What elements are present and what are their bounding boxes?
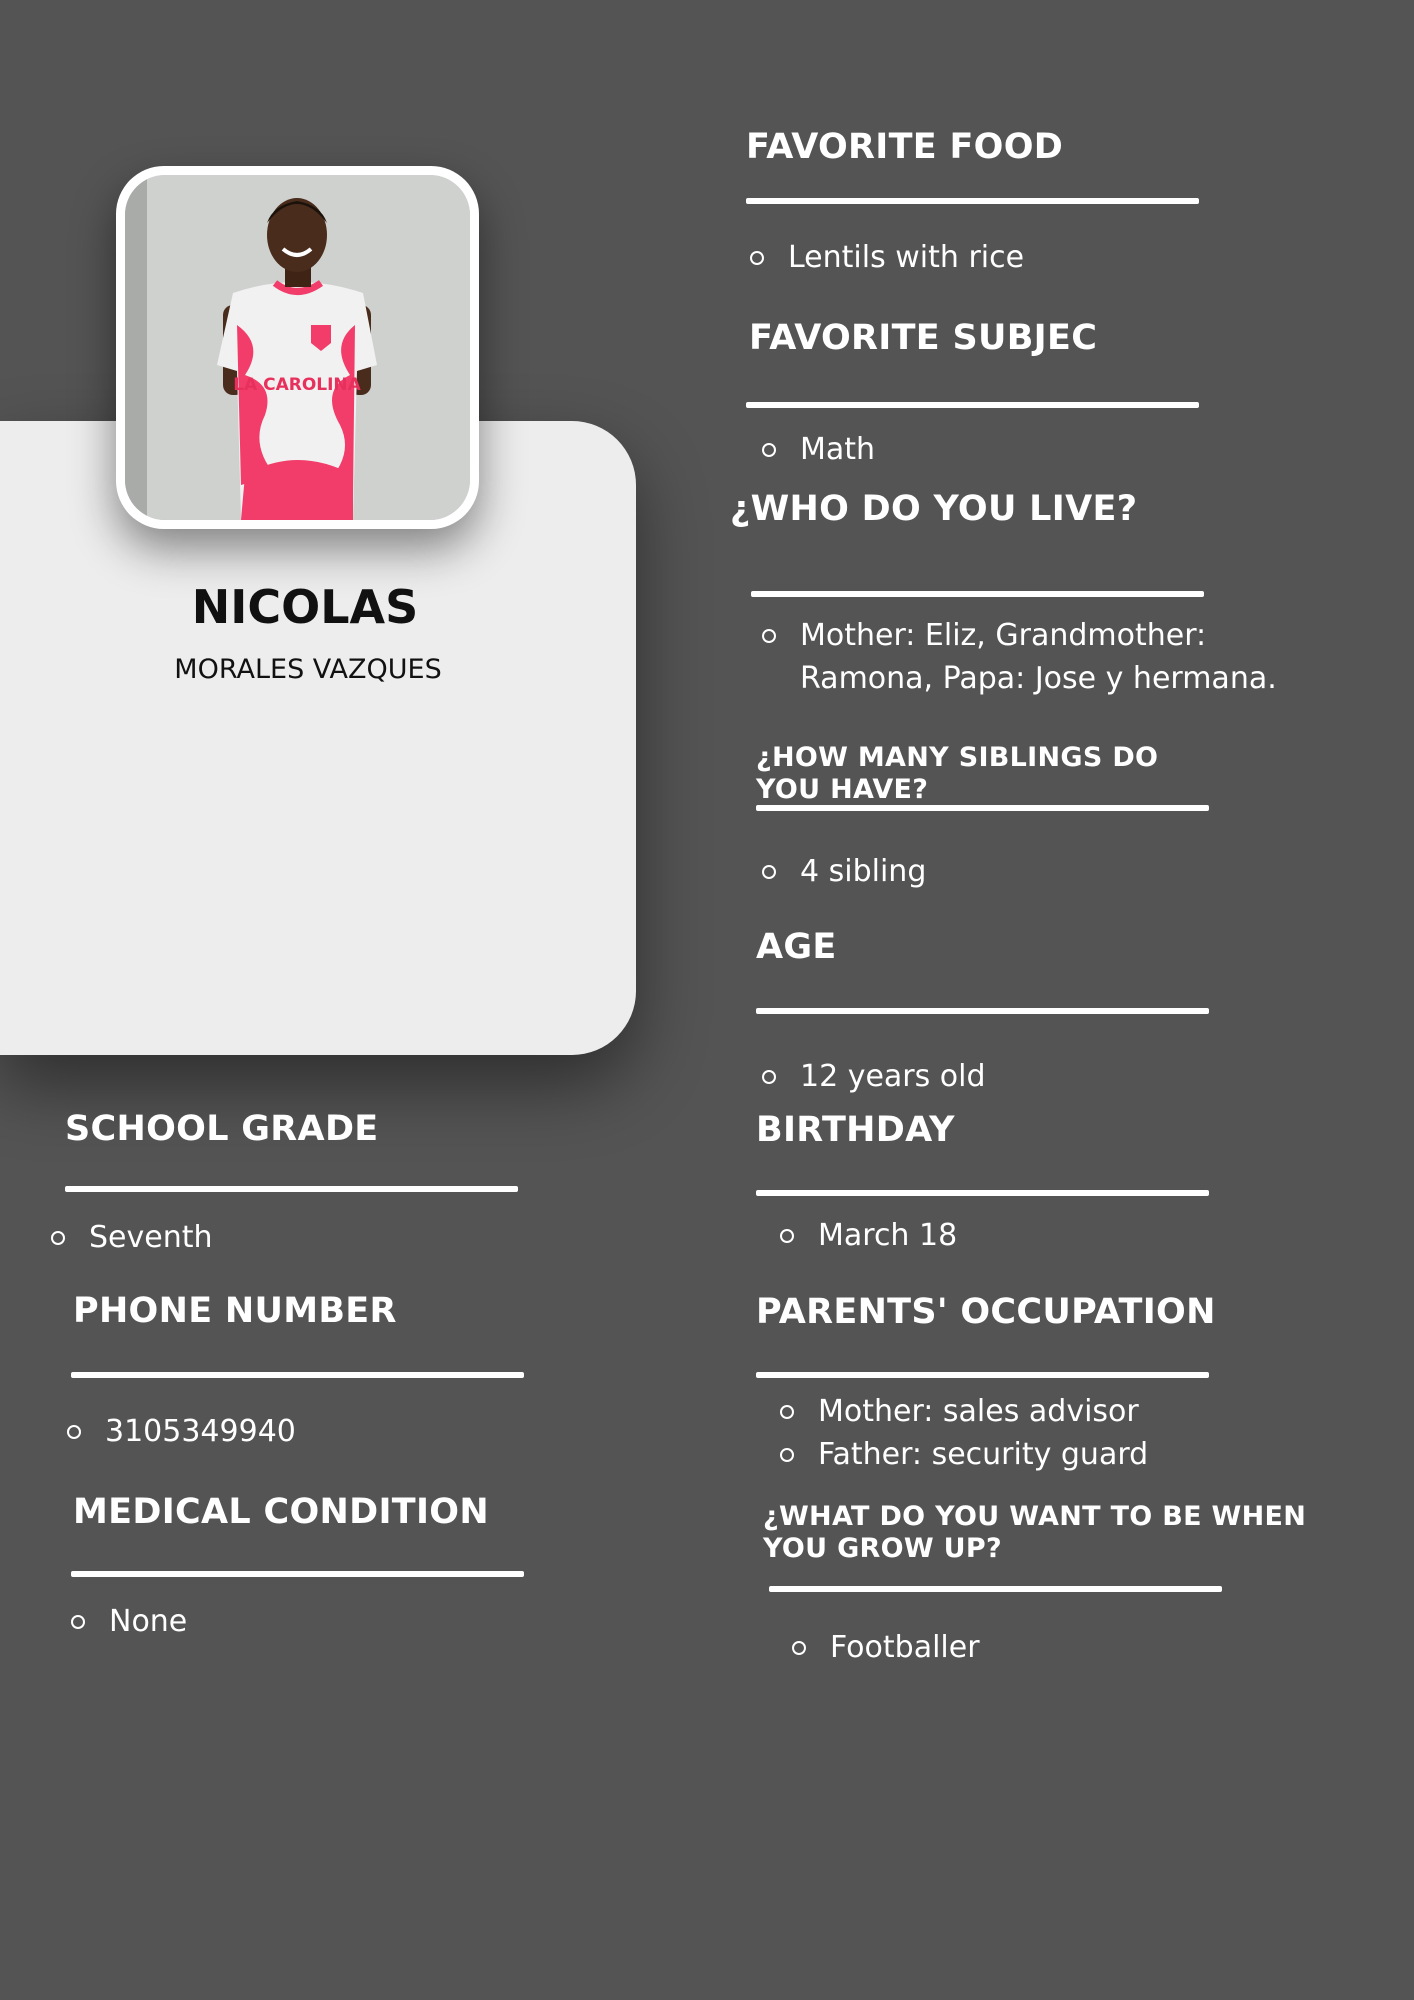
- list-item: Seventh: [49, 1216, 213, 1259]
- favorite-subject-heading: FAVORITE SUBJEC: [749, 318, 1098, 358]
- list-item: None: [69, 1600, 187, 1643]
- future-section: [763, 1501, 1306, 1566]
- phone-number-heading: PHONE NUMBER: [73, 1291, 397, 1331]
- birthday-section: [756, 1111, 955, 1150]
- favorite-subject-section: [749, 319, 1097, 358]
- siblings-section: [756, 742, 1158, 807]
- medical-condition-heading: MEDICAL CONDITION: [73, 1492, 489, 1532]
- phone-number-section: [73, 1292, 397, 1331]
- svg-text:LA CAROLINA: LA CAROLINA: [233, 375, 361, 395]
- divider: [769, 1586, 1222, 1592]
- list-item: Math: [760, 428, 875, 471]
- divider: [71, 1571, 524, 1577]
- divider: [746, 402, 1199, 408]
- school-grade-section: [65, 1110, 379, 1149]
- divider: [756, 1008, 1209, 1014]
- boy-portrait-image: [125, 175, 470, 520]
- list-item: Lentils with rice: [748, 236, 1024, 279]
- list-item: [760, 614, 1277, 700]
- list-item-line: Ramona, Papa: Jose y hermana.: [800, 661, 1277, 696]
- school-grade-heading: SCHOOL GRADE: [65, 1109, 379, 1149]
- list-item: Footballer: [790, 1626, 980, 1669]
- list-item-line: Mother: Eliz, Grandmother:: [800, 618, 1207, 653]
- divider: [71, 1372, 524, 1378]
- divider: [756, 1190, 1209, 1196]
- parents-occupation-section: [756, 1293, 1216, 1332]
- profile-photo-frame: [116, 166, 479, 529]
- list-item: 12 years old: [760, 1055, 986, 1098]
- list-item: March 18: [778, 1214, 957, 1257]
- divider: [751, 591, 1204, 597]
- divider: [756, 805, 1209, 811]
- list-item: Father: security guard: [778, 1433, 1148, 1476]
- birthday-heading: BIRTHDAY: [756, 1110, 955, 1150]
- siblings-heading: ¿HOW MANY SIBLINGS DO YOU HAVE?: [756, 742, 1159, 806]
- list-item: 3105349940: [65, 1410, 296, 1453]
- profile-photo: [125, 175, 470, 520]
- first-name: NICOLAS: [191, 580, 419, 634]
- favorite-food-heading: FAVORITE FOOD: [746, 127, 1064, 167]
- last-name: MORALES VAZQUES: [174, 654, 442, 685]
- medical-condition-section: [73, 1493, 489, 1532]
- future-heading: ¿WHAT DO YOU WANT TO BE WHEN YOU GROW UP?: [763, 1501, 1307, 1565]
- list-item: 4 sibling: [760, 850, 926, 893]
- age-section: [756, 928, 837, 967]
- who-live-heading: ¿WHO DO YOU LIVE?: [730, 489, 1138, 529]
- divider: [65, 1186, 518, 1192]
- divider: [756, 1372, 1209, 1378]
- who-live-section: [730, 490, 1137, 529]
- list-item: Mother: sales advisor: [778, 1390, 1139, 1433]
- parents-occupation-heading: PARENTS' OCCUPATION: [756, 1292, 1216, 1332]
- favorite-food-section: [746, 128, 1063, 167]
- divider: [746, 198, 1199, 204]
- age-heading: AGE: [756, 927, 837, 967]
